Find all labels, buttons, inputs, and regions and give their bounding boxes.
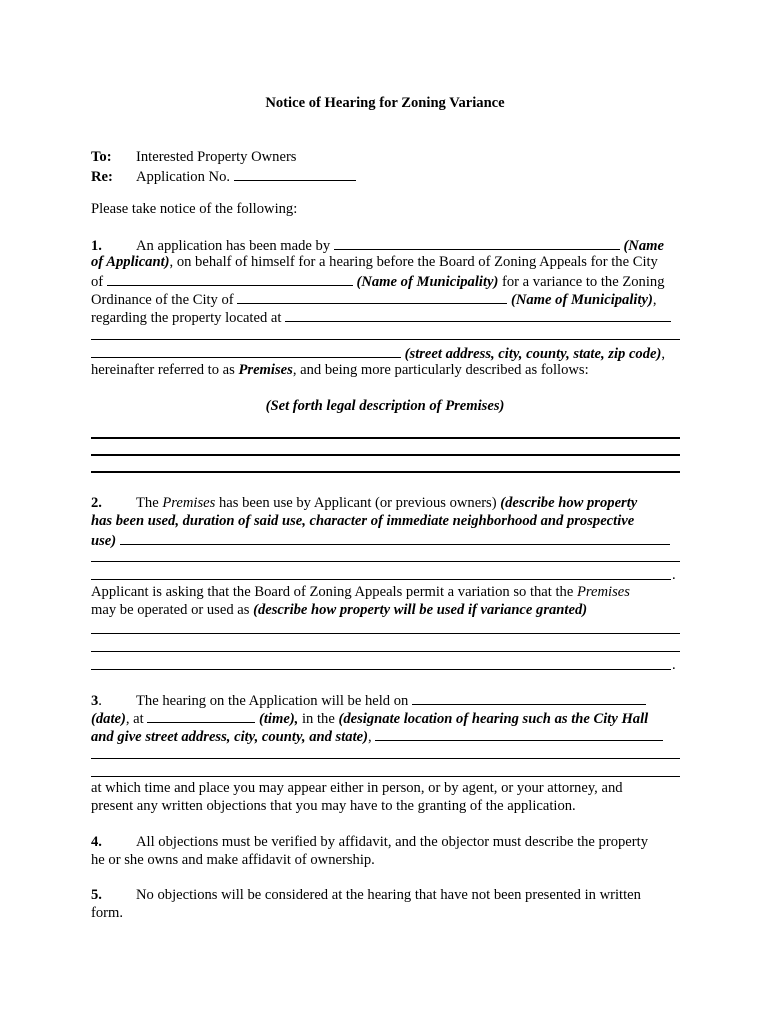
s1-line-1 (91, 235, 681, 255)
s3-text-h: , (367, 729, 372, 745)
s2-period-2: . (672, 657, 676, 673)
s2-text-h: Premises (576, 584, 630, 600)
s2-text-d: (describe how property (500, 495, 638, 511)
s2-line-1 (91, 494, 681, 512)
property-use-blank-2[interactable] (91, 561, 680, 562)
s3-line-4: at which time and place you may appear either in person, or by agent, or your attorney, and (91, 780, 623, 796)
s1-text-f: (Name of Municipality) (356, 274, 499, 290)
s5-line-1 (91, 886, 681, 904)
to-label: To: (91, 149, 112, 165)
s1-line-2 (91, 253, 681, 271)
legal-description-line-3[interactable] (91, 471, 680, 473)
s3-line-1 (91, 690, 681, 710)
property-use-blank-3[interactable] (91, 579, 671, 580)
s2-text-i: may be operated or used as (91, 602, 250, 618)
hearing-location-blank-2[interactable] (91, 758, 680, 759)
s1-line-7 (91, 361, 681, 379)
legal-description-heading: (Set forth legal description of Premises) (265, 398, 505, 414)
s1-line-5 (91, 307, 681, 327)
s1-text-l: (street address, city, county, state, zip code) (404, 346, 662, 362)
s3-text-g: and give street address, city, county, and state) (91, 729, 368, 745)
re-value: Application No. (136, 169, 231, 185)
to-line (91, 148, 681, 166)
property-address-blank[interactable] (91, 343, 401, 358)
s4-text-a: All objections must be verified by affidavit, and the objector must describe the property (136, 834, 648, 850)
re-line (91, 166, 681, 186)
hearing-location-blank-3[interactable] (91, 776, 680, 777)
s4-line-1 (91, 833, 681, 851)
s2-number: 2. (91, 495, 102, 511)
s1-text-p: , and being more particularly described as follows: (292, 362, 589, 378)
s2-text-b: Premises (162, 495, 216, 511)
s4-line-2: he or she owns and make affidavit of ownership. (91, 852, 375, 868)
s3-text-c: , at (125, 711, 144, 727)
s1-text-b: (Name (623, 238, 664, 254)
s2-text-a: The (136, 495, 159, 511)
proposed-use-blank-1[interactable] (91, 633, 680, 634)
s1-text-o: Premises (238, 362, 293, 378)
s3-text-a: The hearing on the Application will be held on (136, 693, 409, 709)
s3-text-d: (time), (259, 711, 299, 727)
s2-period: . (672, 567, 676, 583)
s1-text-a: An application has been made by (136, 238, 331, 254)
s3-number-dot: . (98, 693, 102, 709)
s1-text-g: for a variance to the Zoning (502, 274, 665, 290)
s3-number-digit: 3 (91, 693, 99, 709)
s3-text-b: (date) (91, 711, 126, 727)
intro-text: Please take notice of the following: (91, 201, 298, 217)
s1-text-n: hereinafter referred to as (91, 362, 235, 378)
s3-line-2 (91, 708, 681, 728)
s5-number: 5. (91, 887, 102, 903)
s2-text-f: use) (91, 533, 117, 549)
s1-text-m: , (661, 346, 666, 362)
s1-line-6 (91, 343, 681, 363)
property-location-blank[interactable] (285, 307, 671, 322)
hearing-location-blank-1[interactable] (375, 726, 663, 741)
proposed-use-blank-2[interactable] (91, 651, 680, 652)
hearing-time-blank[interactable] (147, 708, 255, 723)
s2-line-4 (91, 583, 681, 601)
property-address-rule[interactable] (91, 339, 680, 340)
s1-text-j: , (652, 292, 657, 308)
s1-line-4 (91, 289, 681, 309)
s1-line-3 (91, 271, 681, 291)
s2-line-2: has been used, duration of said use, character of immediate neighborhood and prospective (91, 513, 635, 529)
s3-text-f: (designate location of hearing such as the City Hall (338, 711, 649, 727)
s2-text-g: Applicant is asking that the Board of Zoning Appeals permit a variation so that the (91, 584, 574, 600)
property-use-blank-1[interactable] (120, 530, 670, 545)
s5-line-2: form. (91, 905, 124, 921)
s5-text-a: No objections will be considered at the hearing that have not been presented in written (136, 887, 641, 903)
legal-description-line-1[interactable] (91, 437, 680, 439)
s2-line-3 (91, 530, 681, 550)
to-value: Interested Property Owners (136, 149, 297, 165)
municipality-blank-1[interactable] (107, 271, 353, 286)
municipality-blank-2[interactable] (237, 289, 507, 304)
legal-description-line-2[interactable] (91, 454, 680, 456)
s1-text-c: of Applicant) (91, 254, 170, 270)
applicant-name-blank[interactable] (334, 235, 620, 250)
s3-line-3 (91, 726, 681, 746)
hearing-date-blank[interactable] (412, 690, 646, 705)
s1-text-e: of (91, 274, 104, 290)
document-title: Notice of Hearing for Zoning Variance (265, 95, 505, 111)
s1-text-d: , on behalf of himself for a hearing before the Board of Zoning Appeals for the City (169, 254, 658, 270)
s2-text-j: (describe how property will be used if variance granted) (253, 602, 588, 618)
s3-text-e: in the (301, 711, 335, 727)
proposed-use-blank-3[interactable] (91, 669, 671, 670)
s1-number: 1. (91, 238, 102, 254)
s1-text-h: Ordinance of the City of (91, 292, 234, 308)
re-label: Re: (91, 169, 113, 185)
application-number-blank[interactable] (234, 166, 356, 181)
s4-number: 4. (91, 834, 102, 850)
s2-line-5 (91, 601, 681, 619)
s1-text-i: (Name of Municipality) (510, 292, 653, 308)
s3-line-5: present any written objections that you may have to the granting of the application. (91, 798, 576, 814)
s1-text-k: regarding the property located at (91, 310, 282, 326)
s2-text-c: has been use by Applicant (or previous owners) (218, 495, 497, 511)
